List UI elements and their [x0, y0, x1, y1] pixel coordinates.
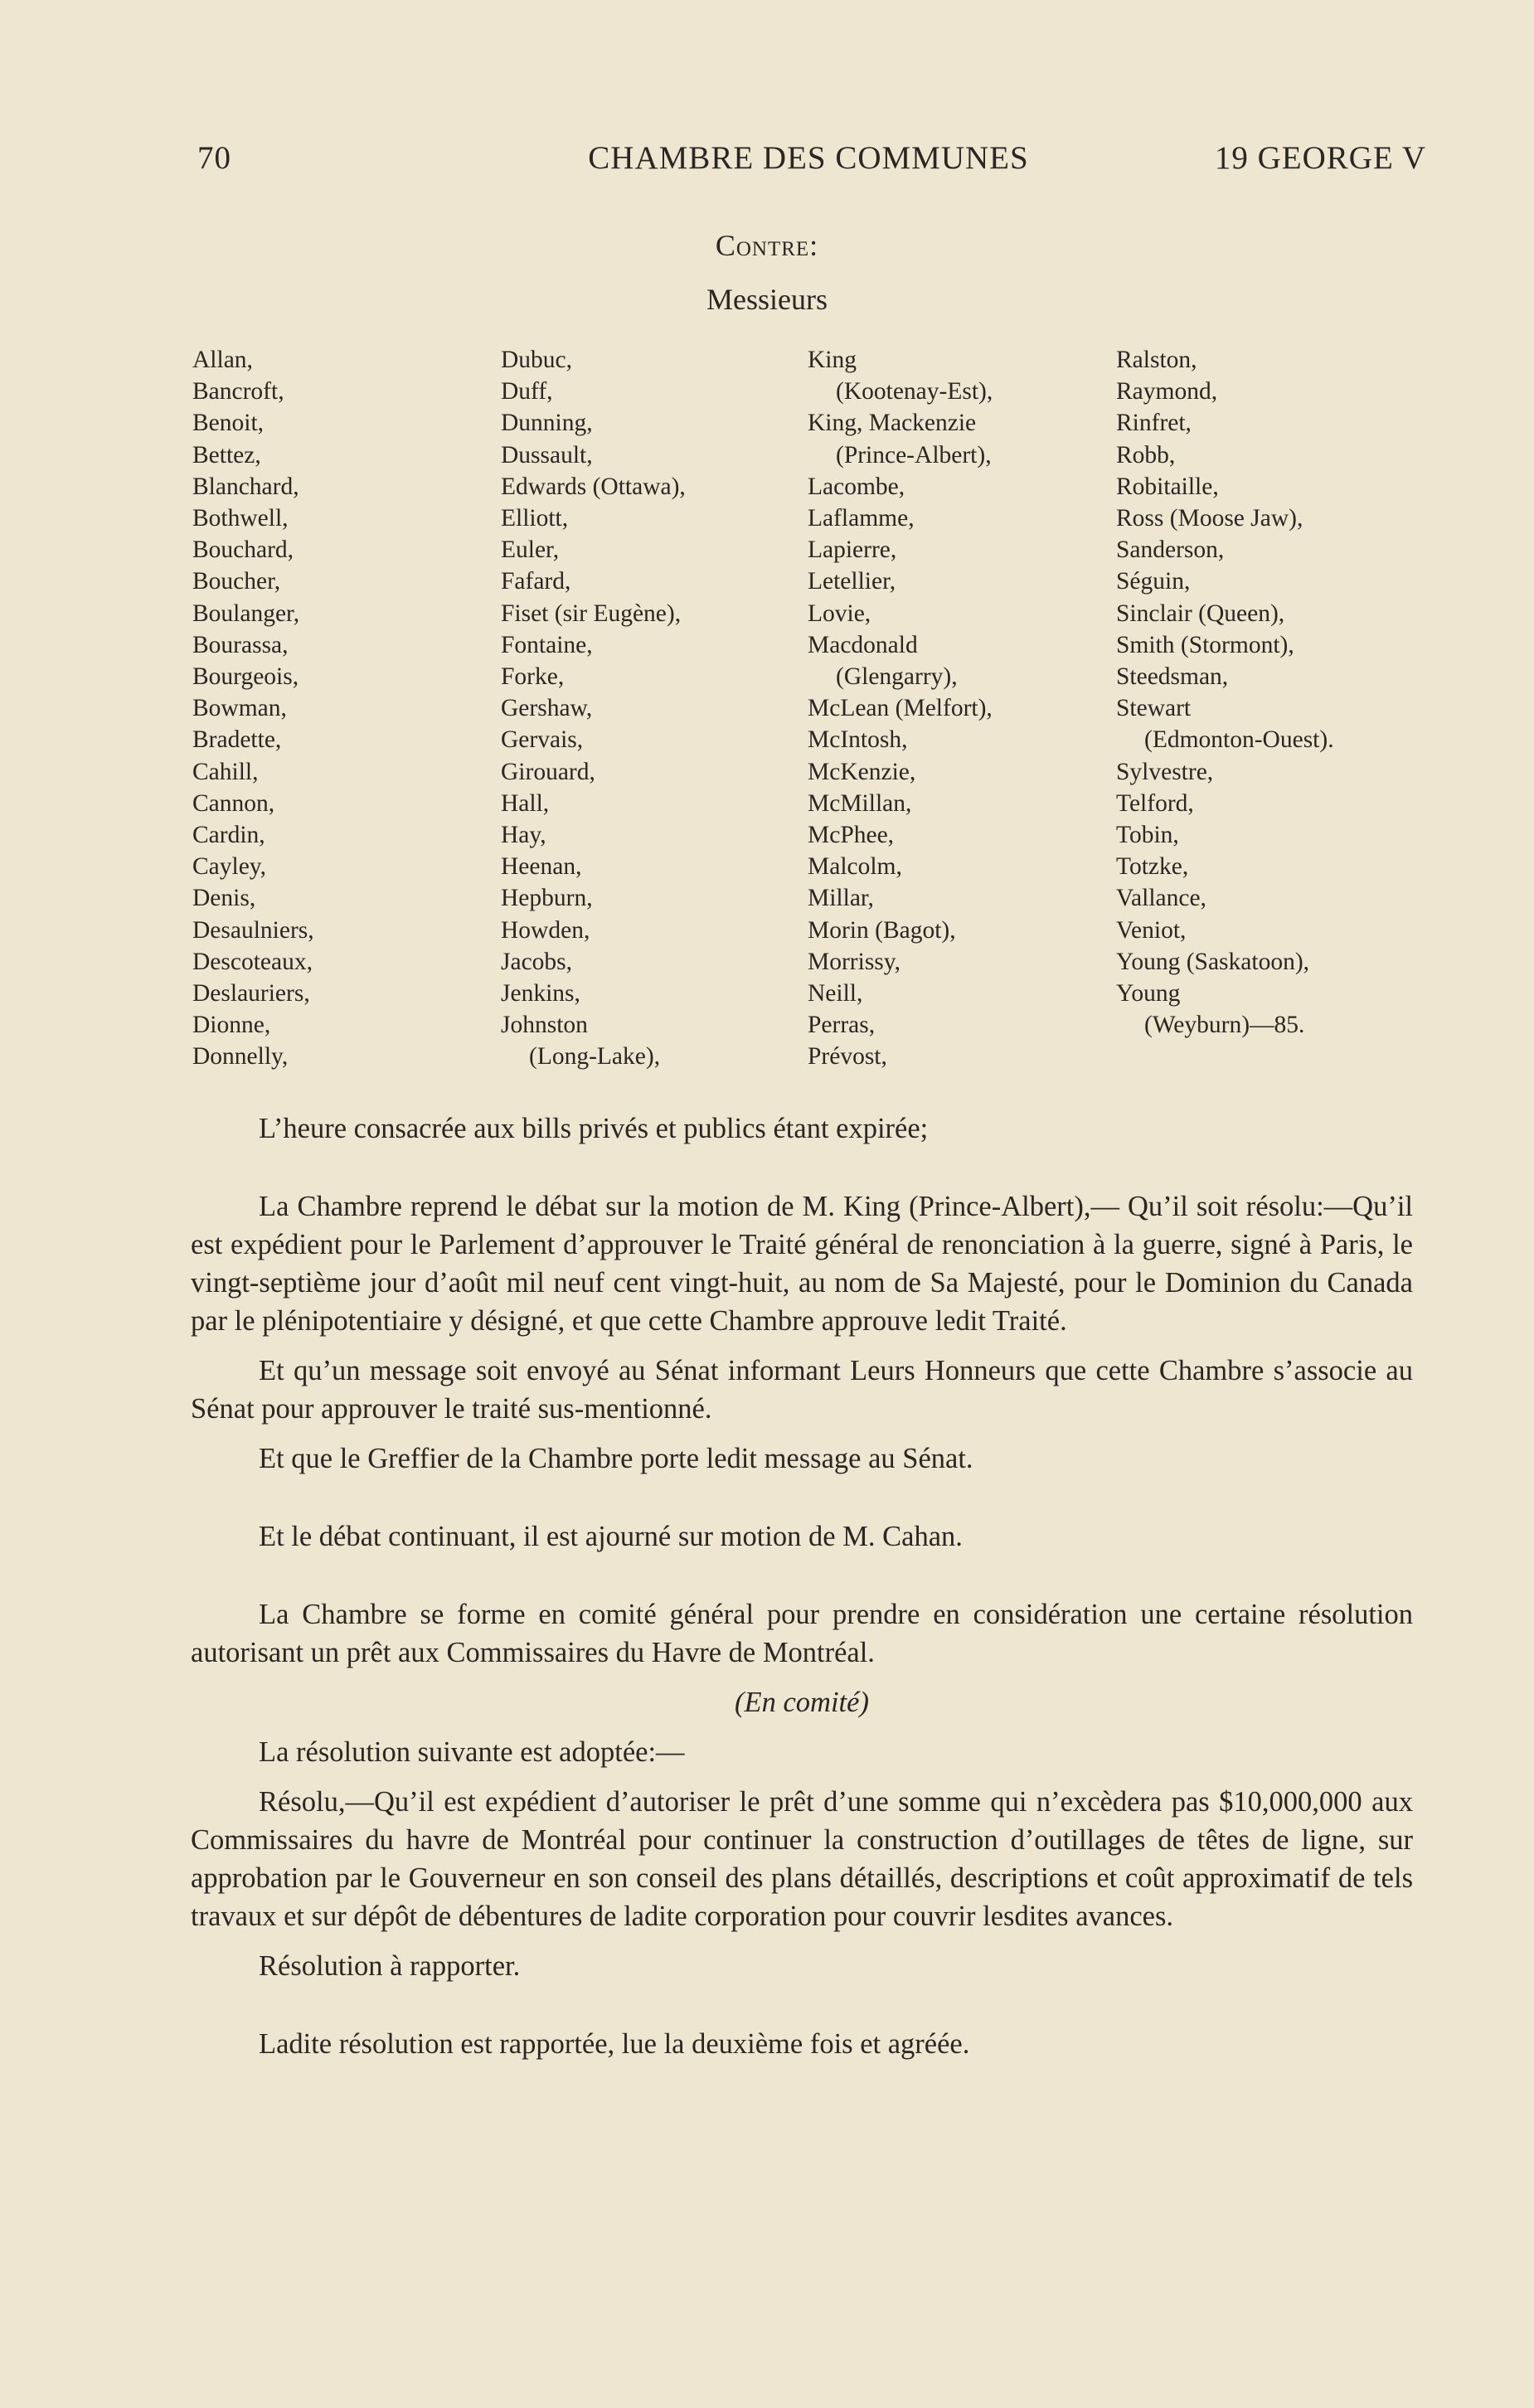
member-name: Desaulniers,	[192, 916, 314, 944]
member-name: Letellier,	[808, 568, 896, 595]
member-name: Allan,	[192, 347, 253, 373]
vote-subheading: Messieurs	[706, 283, 828, 316]
member-name: McPhee,	[808, 822, 895, 849]
member-name: Blanchard,	[192, 473, 299, 500]
name-column-1	[192, 344, 314, 1073]
member-name: Bouchard,	[192, 536, 294, 564]
member-name: Macdonald	[808, 631, 918, 658]
member-name: McMillan,	[808, 789, 912, 817]
committee-heading: (En comité)	[735, 1687, 869, 1718]
paragraph-to-report: Résolution à rapporter.	[259, 1950, 521, 1982]
member-name: (Weyburn)—85.	[1144, 1012, 1305, 1039]
member-name: Dunning,	[501, 410, 593, 437]
paragraph-hour-expired: L’heure consacrée aux bills privés et publics étant expirée;	[259, 1113, 929, 1144]
member-name: Descoteaux,	[192, 948, 313, 975]
member-name: Hall,	[501, 789, 550, 817]
member-name: (Glengarry),	[836, 663, 958, 691]
member-name: Forke,	[501, 663, 565, 691]
name-column-4	[1116, 344, 1334, 1041]
member-name: Fafard,	[501, 568, 571, 595]
member-name: Bothwell,	[192, 505, 289, 532]
member-name: Fiset (sir Eugène),	[501, 600, 682, 627]
member-name: Morin (Bagot),	[808, 916, 956, 944]
member-name: Dubuc,	[501, 347, 573, 373]
paragraph-resolution-adopted: La résolution suivante est adoptée:—	[259, 1736, 685, 1768]
member-name: Dionne,	[192, 1012, 271, 1039]
member-name: McLean (Melfort),	[808, 695, 993, 722]
member-name: Malcolm,	[808, 853, 902, 881]
member-name: Gervais,	[501, 726, 584, 754]
member-name: Lovie,	[808, 600, 871, 627]
vote-heading: Contre:	[715, 229, 819, 262]
member-name: Sylvestre,	[1116, 758, 1214, 785]
member-name: Bowman,	[192, 695, 287, 722]
member-name: Raymond,	[1116, 378, 1218, 405]
page-number: 70	[197, 140, 231, 176]
member-name: Benoit,	[192, 410, 265, 437]
member-name: Bourgeois,	[192, 663, 299, 691]
page-header	[191, 139, 1426, 181]
member-name: Boucher,	[192, 568, 281, 595]
member-name: Steedsman,	[1116, 663, 1229, 691]
body-text	[191, 1109, 1413, 2063]
member-name: Fontaine,	[501, 631, 593, 658]
member-name: King	[808, 347, 857, 373]
member-name: Ralston,	[1116, 347, 1197, 373]
member-name: Cahill,	[192, 758, 259, 785]
member-name: Laflamme,	[808, 505, 915, 532]
member-name: King, Mackenzie	[808, 410, 977, 437]
member-name: Stewart	[1116, 695, 1192, 722]
paragraph-debate-resumed: La Chambre reprend le débat sur la motion de M. King (Prince-Albert),— Qu’il soit résolu:—Qu’il est expédient pour le Parlement d’approuver le Traité général de renonciation à la guerre, signé à Paris, le vingt-septième jour d’août mil neuf cent vingt-huit, au nom de Sa Majesté, pour le Dominion du Canada par le plénipotentiaire y désigné, et que cette Chambre approuve ledit Traité.	[191, 1191, 1413, 1337]
member-name: Denis,	[192, 885, 256, 912]
member-name: Cardin,	[192, 822, 265, 849]
member-name: (Edmonton-Ouest).	[1144, 726, 1334, 754]
member-name: Telford,	[1116, 789, 1194, 817]
member-name: Donnelly,	[192, 1043, 289, 1070]
member-name: Cayley,	[192, 853, 267, 881]
paragraph-senate-message: Et qu’un message soit envoyé au Sénat informant Leurs Honneurs que cette Chambre s’associe au Sénat pour approuver le traité sus-mentionné.	[191, 1355, 1413, 1425]
member-name: Young	[1116, 980, 1181, 1007]
member-name: Sinclair (Queen),	[1116, 600, 1285, 627]
paragraph-reported: Ladite résolution est rapportée, lue la deuxième fois et agréée.	[259, 2028, 970, 2060]
member-name: (Long-Lake),	[529, 1043, 661, 1070]
member-name: Séguin,	[1116, 568, 1191, 595]
member-name: Smith (Stormont),	[1116, 631, 1294, 658]
member-name: Bradette,	[192, 726, 282, 754]
member-name: Neill,	[808, 980, 863, 1007]
member-name: Jacobs,	[501, 948, 573, 975]
member-name: Robitaille,	[1116, 473, 1219, 500]
member-name: Lapierre,	[808, 536, 897, 564]
member-name: Cannon,	[192, 789, 275, 817]
member-name: Robb,	[1116, 441, 1176, 468]
paragraph-committee: La Chambre se forme en comité général pour prendre en considération une certaine résolution autorisant un prêt aux Commissaires du Havre de Montréal.	[191, 1599, 1413, 1668]
member-name: Hay,	[501, 822, 546, 849]
member-name: Jenkins,	[501, 980, 580, 1007]
member-name: (Kootenay-Est),	[836, 378, 993, 405]
member-name: Gershaw,	[501, 695, 593, 722]
member-name: Boulanger,	[192, 600, 300, 627]
member-name: Young (Saskatoon),	[1116, 948, 1310, 975]
member-name: Howden,	[501, 916, 590, 944]
paragraph-clerk-message: Et que le Greffier de la Chambre porte ledit message au Sénat.	[259, 1443, 973, 1474]
member-name: Elliott,	[501, 505, 569, 532]
member-name: Perras,	[808, 1012, 876, 1039]
running-title: CHAMBRE DES COMMUNES	[588, 140, 1029, 176]
member-name: Johnston	[501, 1012, 588, 1039]
member-name: Dussault,	[501, 441, 593, 468]
member-name: Totzke,	[1116, 853, 1189, 881]
member-name: Sanderson,	[1116, 536, 1225, 564]
member-name: McIntosh,	[808, 726, 908, 754]
member-name: Heenan,	[501, 853, 582, 881]
paragraph-debate-adjourned: Et le débat continuant, il est ajourné sur motion de M. Cahan.	[259, 1521, 963, 1552]
member-name: Morrissy,	[808, 948, 900, 975]
member-name: McKenzie,	[808, 758, 916, 785]
member-name: Bettez,	[192, 441, 261, 468]
member-name: Bancroft,	[192, 378, 284, 405]
member-name: Hepburn,	[501, 885, 593, 912]
member-name: Bourassa,	[192, 631, 289, 658]
reign-label: 19 GEORGE V	[1214, 140, 1426, 176]
member-name: (Prince-Albert),	[836, 441, 992, 468]
name-column-3	[808, 344, 993, 1073]
member-name: Girouard,	[501, 758, 595, 785]
member-name: Veniot,	[1116, 916, 1187, 944]
member-name: Millar,	[808, 885, 874, 912]
member-name: Lacombe,	[808, 473, 905, 500]
member-name: Deslauriers,	[192, 980, 310, 1007]
paragraph-resolution-text: Résolu,—Qu’il est expédient d’autoriser le prêt d’une somme qui n’excèdera pas $10,000,000 aux Commissaires du havre de Montréal pour continuer la construction d’outillages de têtes de ligne, sur approbation par le Gouverneur en son conseil des plans détaillés, descriptions et coût approximatif de tels travaux et sur dépôt de débentures de ladite corporation pour couvrir lesdites avances.	[191, 1786, 1413, 1932]
name-column-2	[501, 344, 686, 1073]
member-name: Rinfret,	[1116, 410, 1192, 437]
member-name: Ross (Moose Jaw),	[1116, 505, 1303, 532]
member-name: Edwards (Ottawa),	[501, 473, 686, 500]
member-name: Tobin,	[1116, 822, 1179, 849]
member-name: Duff,	[501, 378, 553, 405]
member-name: Prévost,	[808, 1043, 887, 1070]
member-name: Euler,	[501, 536, 560, 564]
member-name: Vallance,	[1116, 885, 1206, 912]
